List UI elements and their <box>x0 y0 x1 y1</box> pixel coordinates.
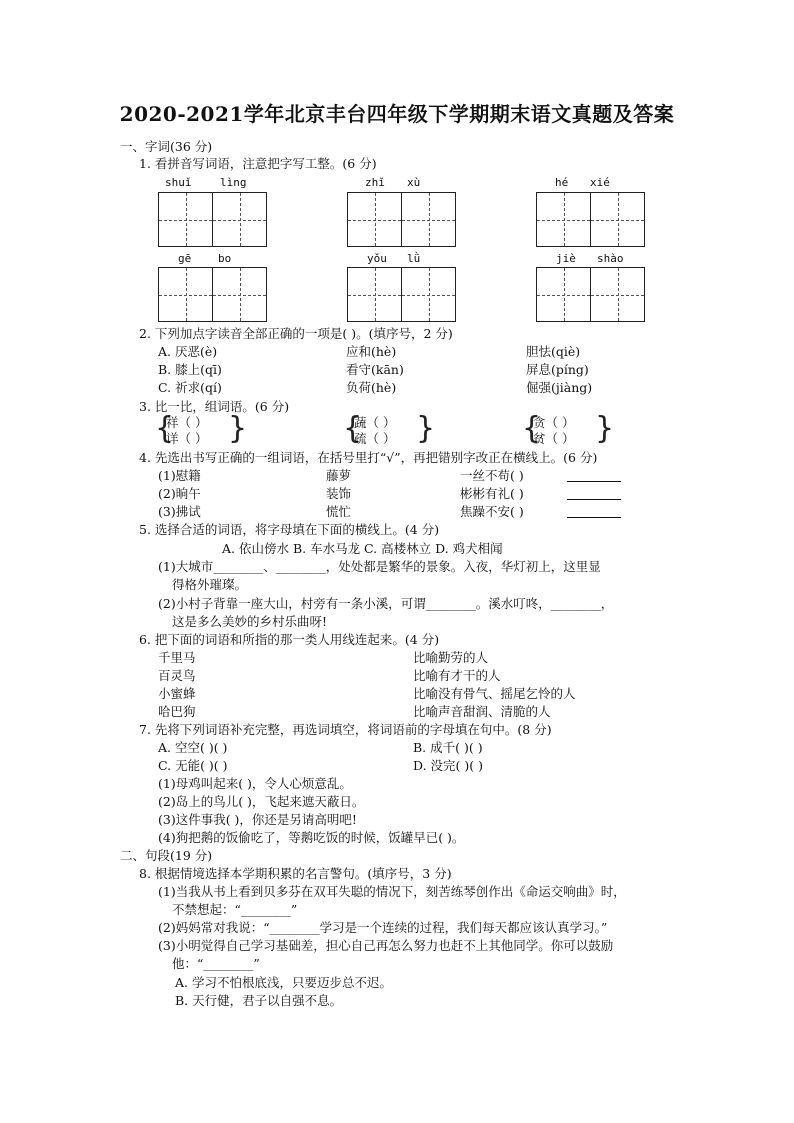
pinyin: lǜ <box>407 252 421 265</box>
q7-sentence: (3)这件事我( )，你还是另请高明吧! <box>158 812 357 827</box>
q2-option: A. 厌恶(è) <box>158 344 218 359</box>
match-right-item[interactable]: 比喻有才干的人 <box>413 668 501 683</box>
q2-option: 屏息(píng) <box>526 362 589 377</box>
q5-stem: 5. 选择合适的词语，将字母填在下面的横线上。(4 分) <box>139 522 440 537</box>
pinyin: gē <box>178 252 192 265</box>
brace-icon: { <box>522 411 542 446</box>
q4-word: (2)晌午 <box>158 486 201 501</box>
match-left-item[interactable]: 百灵鸟 <box>158 668 196 683</box>
q2-option: 负荷(hè) <box>346 380 397 395</box>
q4-word: 一丝不苟( ) <box>460 468 524 483</box>
q8-line: (2)妈妈常对我说：“________学习是一个连续的过程，我们每天都应该认真学习。” <box>158 920 608 935</box>
q3-stem: 3. 比一比，组词语。(6 分) <box>139 399 290 414</box>
section-heading-paragraphs: 二、句段(19 分) <box>120 848 213 863</box>
q2-option: C. 祈求(qí) <box>158 380 222 395</box>
pinyin: shào <box>597 252 624 265</box>
q4-word: 焦躁不安( ) <box>460 504 524 519</box>
q7-sentence: (2)岛上的鸟儿( )，飞起来遮天蔽日。 <box>158 794 365 809</box>
answer-line[interactable] <box>567 499 621 500</box>
q7-option: D. 没完( )( ) <box>413 758 483 773</box>
q8-line: 不禁想起：“________” <box>172 902 298 917</box>
q8-stem: 8. 根据情境选择本学期积累的名言警句。(填序号，3 分) <box>139 866 452 881</box>
q7-stem: 7. 先将下列词语补充完整，再选词填空，将词语前的字母填在句中。(8 分) <box>139 722 552 737</box>
compare-word: 疏（ ） <box>354 431 396 446</box>
pinyin: bo <box>218 252 232 265</box>
q8-option: A. 学习不怕根底浅，只要迈步总不迟。 <box>175 975 392 990</box>
q5-sentence: 得格外璀璨。 <box>172 577 248 592</box>
pinyin: zhǐ <box>365 176 385 189</box>
pinyin: shuǐ <box>165 176 192 189</box>
q7-option: C. 无能( )( ) <box>158 758 228 773</box>
q2-option: 看守(kān) <box>346 362 404 377</box>
q6-stem: 6. 把下面的词语和所指的那一类人用线连起来。(4 分) <box>139 632 440 647</box>
q8-line: (3)小明觉得自己学习基础差，担心自己再怎么努力也赶不上其他同学。你可以鼓励 <box>158 938 614 953</box>
pinyin: hé <box>555 176 569 189</box>
pinyin: yǒu <box>367 252 387 265</box>
match-left-item[interactable]: 哈巴狗 <box>158 704 196 719</box>
answer-line[interactable] <box>567 481 621 482</box>
brace-icon: { <box>155 411 175 446</box>
q2-option: 胆怯(qiè) <box>526 344 581 359</box>
q2-option: 倔强(jiàng) <box>526 380 593 395</box>
compare-word: 详（ ） <box>166 431 208 446</box>
writing-grid[interactable] <box>536 267 645 322</box>
brace-icon: } <box>228 411 248 446</box>
section-heading-words: 一、字词(36 分) <box>120 139 213 154</box>
writing-grid[interactable] <box>158 192 267 247</box>
q4-word: 慌忙 <box>326 504 352 519</box>
brace-icon: } <box>595 411 615 446</box>
pinyin: xù <box>407 176 421 189</box>
pinyin: xié <box>590 176 610 189</box>
q5-sentence: (1)大城市________、________，处处都是繁华的景象。入夜，华灯初上，这里显 <box>158 559 601 574</box>
brace-icon: } <box>416 411 436 446</box>
compare-word: 祥（ ） <box>166 415 208 430</box>
writing-grid[interactable] <box>347 267 456 322</box>
writing-grid[interactable] <box>536 192 645 247</box>
q8-line: 他：“________” <box>172 956 260 971</box>
page-title: 2020-2021学年北京丰台四年级下学期期末语文真题及答案 <box>119 102 675 126</box>
writing-grid[interactable] <box>347 192 456 247</box>
match-left-item[interactable]: 千里马 <box>158 650 196 665</box>
q2-stem: 2. 下列加点字读音全部正确的一项是( )。(填序号，2 分) <box>139 326 453 341</box>
q2-option: B. 膝上(qī) <box>158 362 222 377</box>
q7-option: A. 空空( )( ) <box>158 740 228 755</box>
pinyin: jiè <box>556 252 576 265</box>
q7-sentence: (1)母鸡叫起来( )，令人心烦意乱。 <box>158 776 352 791</box>
q8-option: B. 天行健，君子以自强不息。 <box>175 993 343 1008</box>
q4-word: (1)慰籍 <box>158 468 201 483</box>
match-right-item[interactable]: 比喻声音甜润、清脆的人 <box>413 704 551 719</box>
match-right-item[interactable]: 比喻勤劳的人 <box>413 650 489 665</box>
q4-stem: 4. 先选出书写正确的一组词语，在括号里打“√”，再把错别字改正在横线上。(6 分) <box>139 450 598 465</box>
q4-word: 藤萝 <box>326 468 352 483</box>
q4-word: (3)拂试 <box>158 504 201 519</box>
match-left-item[interactable]: 小蜜蜂 <box>158 686 196 701</box>
q5-sentence: 这是多么美妙的乡村乐曲呀! <box>172 614 328 629</box>
q5-options: A. 依山傍水 B. 车水马龙 C. 高楼林立 D. 鸡犬相闻 <box>222 541 503 556</box>
q8-line: (1)当我从书上看到贝多芬在双耳失聪的情况下，刻苦练琴创作出《命运交响曲》时， <box>158 884 626 899</box>
brace-icon: { <box>343 411 363 446</box>
answer-line[interactable] <box>567 517 621 518</box>
q5-sentence: (2)小村子背靠一座大山，村旁有一条小溪，可谓________。溪水叮咚，________， <box>158 596 614 611</box>
q1-stem: 1. 看拼音写词语，注意把字写工整。(6 分) <box>139 156 377 171</box>
compare-word: 贫（ ） <box>533 431 575 446</box>
q7-sentence: (4)狗把鹅的饭偷吃了，等鹅吃饭的时候，饭罐早已( )。 <box>158 830 465 845</box>
q4-word: 装饰 <box>326 486 352 501</box>
compare-word: 贪（ ） <box>533 415 575 430</box>
compare-word: 蔬（ ） <box>354 415 396 430</box>
q2-option: 应和(hè) <box>346 344 397 359</box>
q7-option: B. 成千( )( ) <box>413 740 483 755</box>
match-right-item[interactable]: 比喻没有骨气、摇尾乞怜的人 <box>413 686 576 701</box>
q4-word: 彬彬有礼( ) <box>460 486 524 501</box>
writing-grid[interactable] <box>158 267 267 322</box>
pinyin: lìng <box>220 176 247 189</box>
